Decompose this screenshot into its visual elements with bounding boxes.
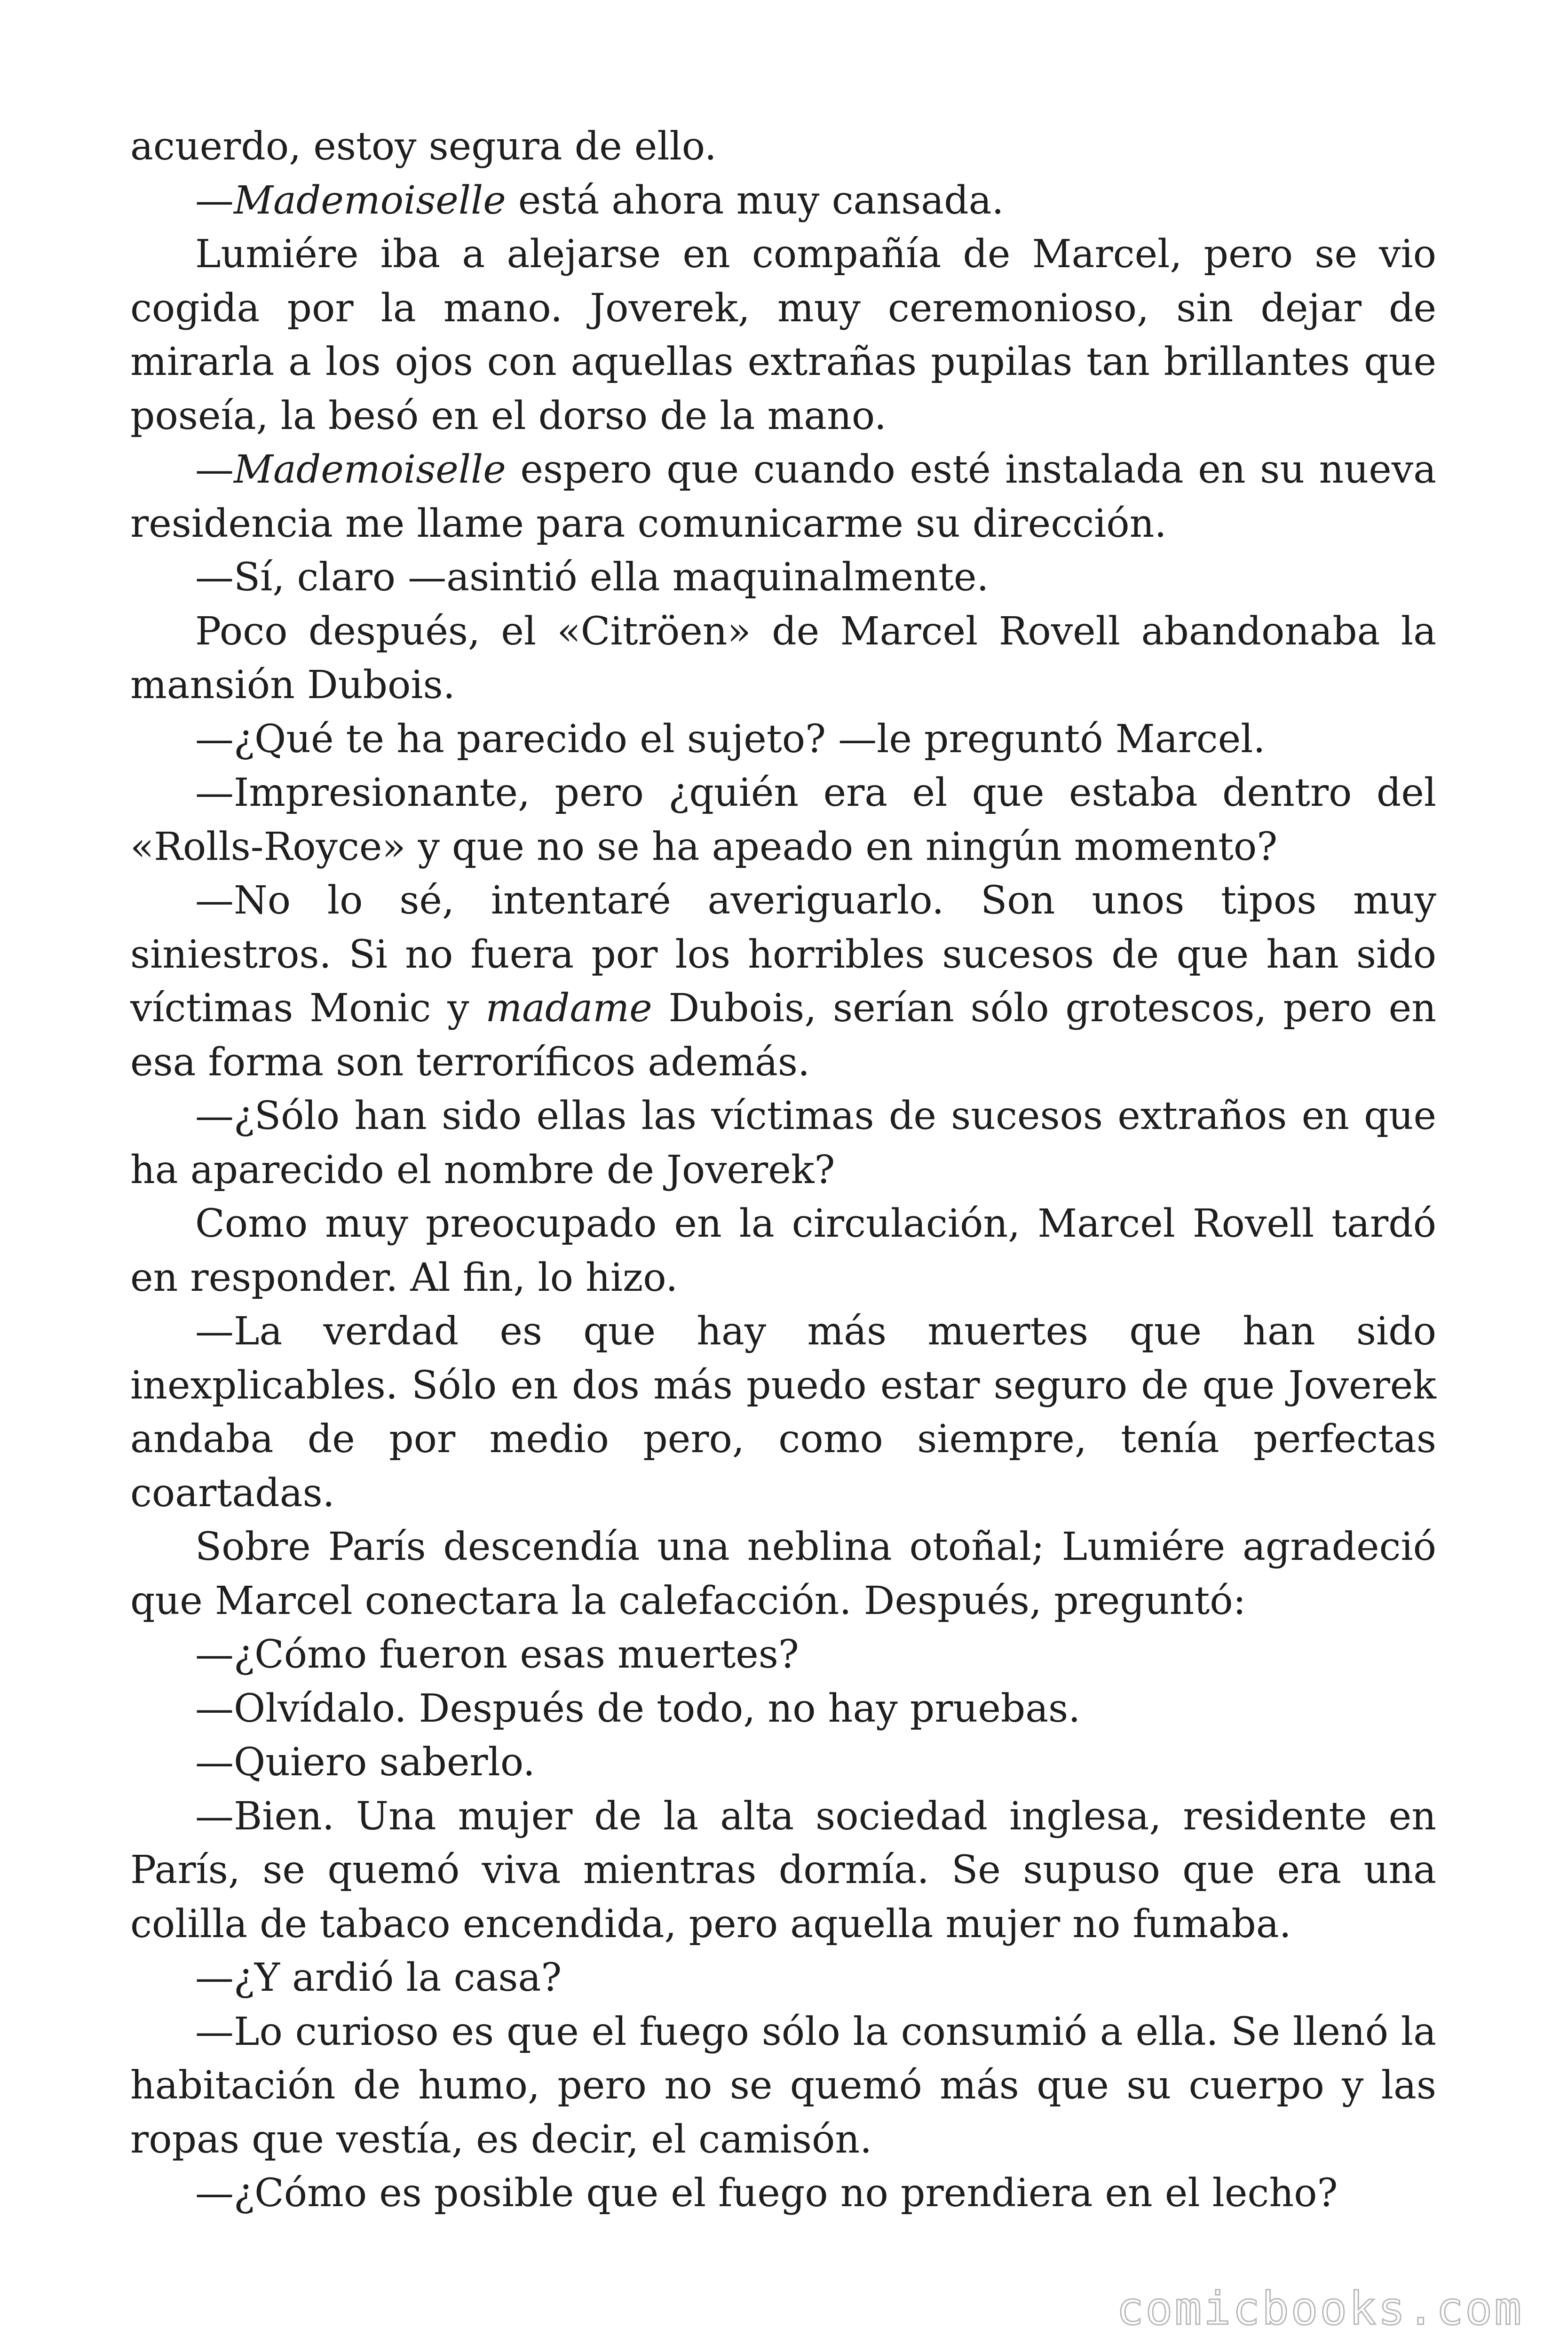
paragraph xyxy=(130,1520,1436,1628)
italic-text: madame xyxy=(485,986,652,1031)
paragraph xyxy=(130,1736,1436,1790)
text-run: —Olvídalo. Después de todo, no hay pruebas. xyxy=(195,1686,1081,1731)
text-run: —¿Qué te ha parecido el sujeto? —le preguntó Marcel. xyxy=(195,716,1266,762)
text-run: Poco después, el «Citröen» de Marcel Rovell abandonaba la mansión Dubois. xyxy=(130,609,1436,707)
text-run: —¿Cómo fueron esas muertes? xyxy=(195,1632,799,1677)
text-run: —¿Sólo han sido ellas las víctimas de sucesos extraños en que ha aparecido el nombre de Joverek? xyxy=(130,1094,1436,1192)
text-run: —Quiero saberlo. xyxy=(195,1740,535,1785)
text-run: —Lo curioso es que el fuego sólo la consumió a ella. Se llenó la habitación de humo, pero no se quemó más que su cuerpo y las ropas que vestía, es decir, el camisón. xyxy=(130,2009,1436,2162)
paragraph xyxy=(130,1682,1436,1736)
text-run: —Sí, claro —asintió ella maquinalmente. xyxy=(195,555,989,600)
text-run: — xyxy=(195,447,234,492)
paragraph xyxy=(130,174,1436,228)
paragraph xyxy=(130,228,1436,443)
paragraph xyxy=(130,1089,1436,1197)
text-run: Lumiére iba a alejarse en compañía de Marcel, pero se vio cogida por la mano. Joverek, muy ceremonioso, sin dejar de mirarla a los ojos con aquellas extrañas pupilas tan brillantes que poseía, la besó en el dorso de la mano. xyxy=(130,232,1436,438)
paragraph xyxy=(130,713,1436,767)
italic-text: Mademoiselle xyxy=(234,178,506,223)
text-run: —No lo sé, intentaré averiguarlo. Son unos tipos muy siniestros. Si no fuera por los horribles sucesos de que han sido víctimas Monic y xyxy=(130,878,1436,1031)
text-run: Dubois, serían sólo grotescos, pero en esa forma son terroríficos además. xyxy=(130,986,1436,1085)
italic-text: Mademoiselle xyxy=(234,447,506,492)
text-run: —Impresionante, pero ¿quién era el que estaba dentro del «Rolls-Royce» y que no se ha apeado en ningún momento? xyxy=(130,771,1436,869)
text-run: acuerdo, estoy segura de ello. xyxy=(130,124,717,169)
paragraph xyxy=(130,766,1436,874)
paragraph xyxy=(130,1628,1436,1682)
text-run: Sobre París descendía una neblina otoñal; Lumiére agradeció que Marcel conectara la calefacción. Después, preguntó: xyxy=(130,1525,1436,1623)
paragraph xyxy=(130,1951,1436,2005)
text-run: — xyxy=(195,178,234,223)
paragraph xyxy=(130,443,1436,551)
text-run: —¿Y ardió la casa? xyxy=(195,1955,562,2000)
text-run: Como muy preocupado en la circulación, Marcel Rovell tardó en responder. Al fin, lo hizo. xyxy=(130,1201,1436,1300)
body-text xyxy=(130,120,1436,2221)
text-run: —La verdad es que hay más muertes que han sido inexplicables. Sólo en dos más puedo estar seguro de que Joverek andaba de por medio pero, como siempre, tenía perfectas coartadas. xyxy=(130,1309,1436,1516)
paragraph xyxy=(130,605,1436,713)
paragraph xyxy=(130,1790,1436,1952)
paragraph xyxy=(130,2167,1436,2221)
watermark: comicbooks.com xyxy=(1116,2282,1523,2335)
paragraph xyxy=(130,120,1436,174)
paragraph xyxy=(130,551,1436,605)
text-run: —¿Cómo es posible que el fuego no prendiera en el lecho? xyxy=(195,2171,1338,2216)
text-run: está ahora muy cansada. xyxy=(506,178,1004,223)
paragraph xyxy=(130,1305,1436,1520)
paragraph xyxy=(130,874,1436,1089)
text-run: —Bien. Una mujer de la alta sociedad inglesa, residente en París, se quemó viva mientras dormía. Se supuso que era una colilla de tabaco encendida, pero aquella mujer no fumaba. xyxy=(130,1794,1436,1947)
text-run: espero que cuando esté instalada en su nueva residencia me llame para comunicarme su dirección. xyxy=(130,447,1436,546)
paragraph xyxy=(130,1197,1436,1305)
paragraph xyxy=(130,2005,1436,2167)
